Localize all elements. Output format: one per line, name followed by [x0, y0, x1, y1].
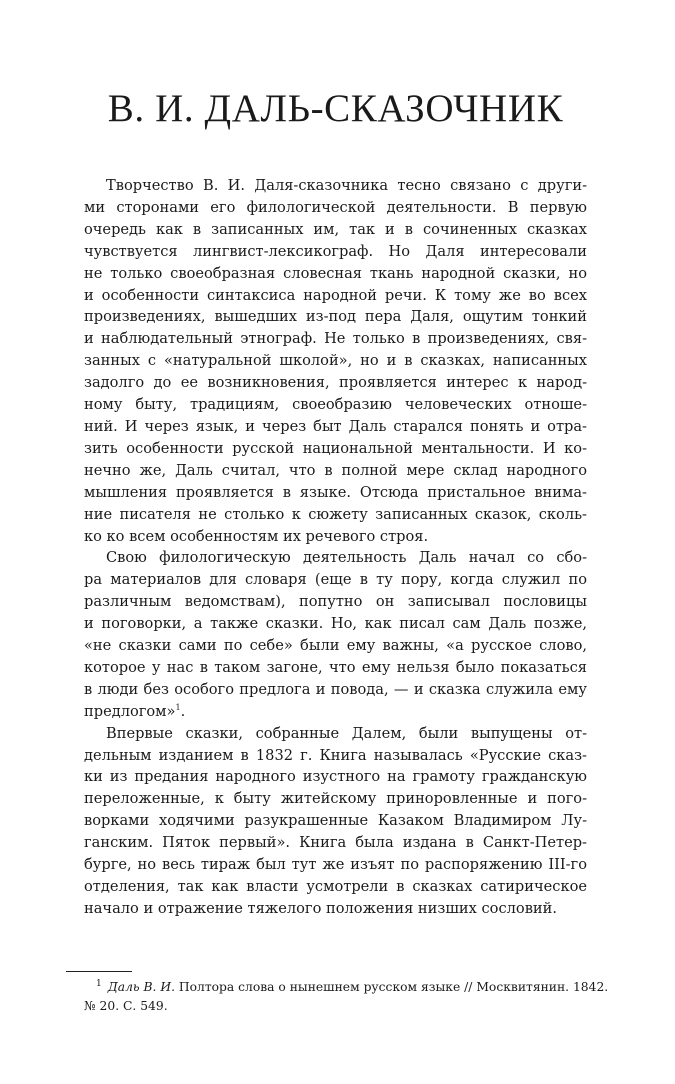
text-line: Свою филологическую деятельность Даль начал со сбо- — [106, 549, 587, 567]
text-line: ному быту, традициям, своеобразию человеческих отноше- — [84, 396, 587, 414]
paragraph-1 — [84, 175, 587, 547]
footnote-text: Полтора слова о нынешнем русском языке // Москвитянин. 1842. — [174, 980, 609, 994]
text-line: задолго до ее возникновения, проявляется интерес к народ- — [84, 374, 587, 392]
text-line: переложенные, к быту житейскому приноровленные и пого- — [84, 790, 587, 808]
chapter-title: В. И. ДАЛЬ-СКАЗОЧНИК — [107, 87, 564, 130]
text-line: в люди без особого предлога и повода, — и сказка служила ему — [84, 680, 587, 698]
text-line: ми сторонами его филологической деятельности. В первую — [84, 198, 587, 216]
text-line: Впервые сказки, собранные Далем, были выпущены от- — [106, 724, 587, 742]
text-line: чувствуется лингвист-лексикограф. Но Даля интересовали — [84, 242, 587, 260]
text-line: зить особенности русской национальной ментальности. И ко- — [84, 439, 587, 457]
paragraph-3 — [84, 723, 587, 920]
footnote-author: Даль В. И. — [107, 980, 175, 994]
text-line: различным ведомствам), попутно он записывал пословицы — [84, 593, 587, 611]
text-line: ворками ходячими разукрашенные Казаком Владимиром Лу- — [84, 812, 587, 830]
text-line: произведениях, вышедших из-под пера Даля, ощутим тонкий — [84, 308, 587, 326]
footnote-line — [84, 978, 609, 997]
footnote-divider — [66, 971, 132, 972]
text-line: дельным изданием в 1832 г. Книга называлась «Русские сказ- — [84, 746, 587, 764]
text-line: ко ко всем особенностям их речевого строя. — [84, 527, 429, 545]
text-line: ние писателя не столько к сюжету записанных сказок, сколь- — [84, 505, 587, 523]
paragraph-2 — [84, 547, 587, 722]
text-line: начало и отражение тяжелого положения низших сословий. — [84, 899, 558, 917]
text-line: предлогом» — [84, 702, 176, 720]
text-line: ки из предания народного изустного на грамоту гражданскую — [84, 768, 587, 786]
text-line: и наблюдательный этнограф. Не только в произведениях, свя- — [84, 330, 587, 348]
body-text — [84, 175, 587, 920]
footnote — [84, 978, 609, 1016]
text-line: нечно же, Даль считал, что в полной мере склад народного — [84, 461, 587, 479]
text-line: ганским. Пяток первый». Книга была издана в Санкт-Петер- — [84, 834, 587, 852]
text-line: «не сказки сами по себе» были ему важны, «а русское слово, — [84, 637, 587, 655]
text-line: мышления проявляется в языке. Отсюда пристальное внима- — [84, 483, 587, 501]
text-line: отделения, так как власти усмотрели в сказках сатирическое — [84, 878, 587, 895]
text-line: ра материалов для словаря (еще в ту пору, когда служил по — [84, 571, 587, 589]
footnote-line: № 20. С. 549. — [84, 999, 168, 1013]
text-line: очередь как в записанных им, так и в сочиненных сказках — [84, 220, 587, 238]
text-line: Творчество В. И. Даля-сказочника тесно связано с други- — [106, 177, 587, 194]
text-line-last: предлогом»$^1$. — [84, 702, 186, 720]
text-line: ний. И через язык, и через быт Даль старался понять и отра- — [84, 417, 587, 435]
text-line: и особенности синтаксиса народной речи. К тому же во всех — [84, 286, 587, 304]
text-line: которое у нас в таком загоне, что ему нельзя было показаться — [84, 658, 587, 676]
text-line: занных с «натуральной школой», но и в сказках, написанных — [84, 352, 587, 370]
text-line: бурге, но весь тираж был тут же изъят по распоряжению III-го — [84, 856, 587, 874]
text-line: и поговорки, а также сказки. Но, как писал сам Даль позже, — [84, 615, 587, 633]
page — [0, 84, 675, 1084]
footnote-number: 1 — [96, 979, 102, 989]
text-line: не только своеобразная словесная ткань народной сказки, но — [84, 264, 587, 282]
footnote-ref[interactable]: 1 — [175, 702, 181, 712]
